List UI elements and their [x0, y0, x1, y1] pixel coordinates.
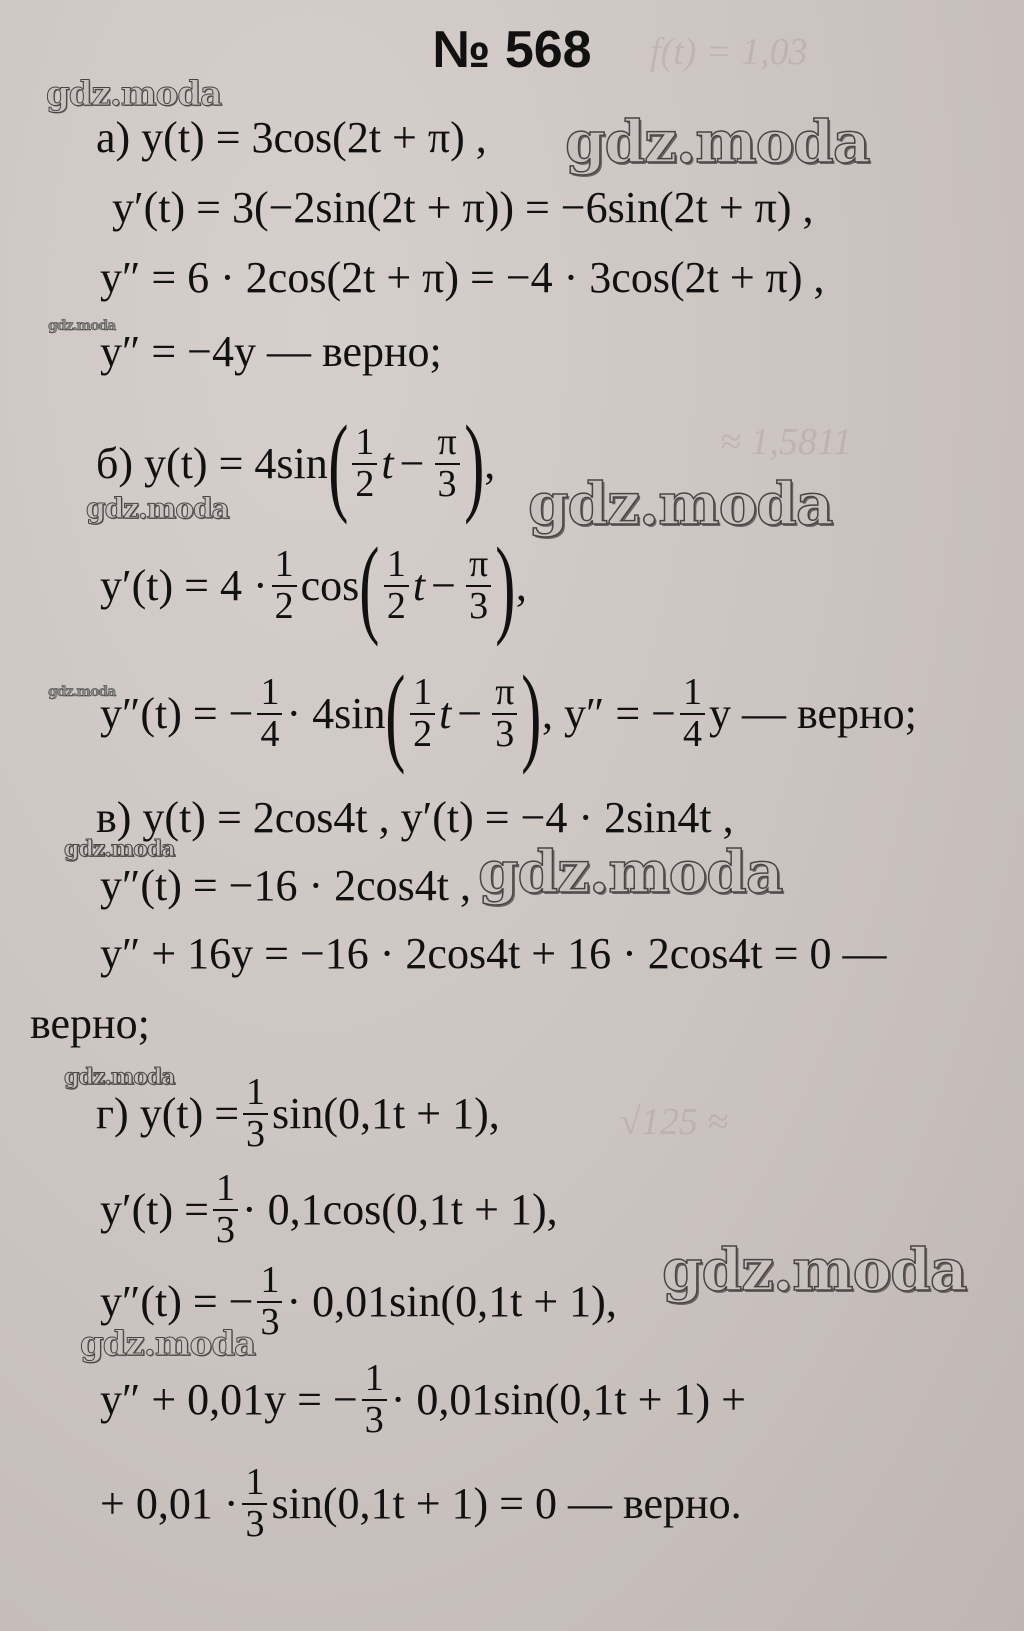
math-line-v1: в) y(t) = 2cos4t , y′(t) = −4 · 2sin4t ,	[96, 793, 734, 842]
watermark: gdz.moda	[80, 1324, 256, 1364]
fraction	[492, 673, 517, 755]
denominator: 3	[362, 1399, 387, 1441]
bleed-through-text: ≈ 1,5811	[720, 421, 853, 463]
minus: −	[431, 561, 456, 610]
fraction	[680, 673, 705, 755]
comma: ,	[484, 439, 496, 488]
math-line-g4	[100, 1352, 746, 1448]
watermark: gdz.moda	[528, 470, 833, 538]
denominator: 2	[384, 585, 409, 627]
problem-number: № 568	[432, 21, 592, 79]
fraction	[410, 673, 435, 755]
paren: (	[385, 653, 406, 775]
math-line-a1: а) y(t) = 3cos(2t + π) ,	[96, 113, 487, 162]
numerator: 1	[386, 543, 406, 586]
numerator: 1	[274, 543, 294, 586]
expr-text: sin(0,1t + 1),	[272, 1089, 500, 1138]
math-line-a3: y″ = 6 · 2cos(2t + π) = −4 · 3cos(2t + π) ,	[100, 253, 825, 302]
denominator: 4	[257, 713, 282, 755]
paren: )	[521, 653, 542, 775]
expr-text: y′(t) =	[100, 1185, 209, 1234]
watermark: gdz.moda	[565, 108, 870, 176]
fraction	[352, 423, 377, 505]
math-line-v3: y″ + 16y = −16 · 2cos4t + 16 · 2cos4t = 0 —	[100, 929, 887, 978]
numerator: π	[437, 421, 457, 464]
math-line-g3	[100, 1254, 617, 1350]
expr-text: y — верно;	[708, 689, 917, 738]
watermark: gdz.moda	[48, 684, 116, 700]
expr-text: б) y(t) = 4sin	[96, 439, 328, 488]
fraction	[242, 1463, 267, 1545]
math-line-a4: y″ = −4y — верно;	[100, 327, 442, 376]
var-t: t	[381, 439, 394, 488]
math-line-a2: y′(t) = 3(−2sin(2t + π)) = −6sin(2t + π) ,	[112, 183, 814, 232]
denominator: 2	[272, 585, 297, 627]
expr-text: y″(t) = −	[100, 1277, 254, 1326]
expr-text: · 0,1cos(0,1t + 1),	[241, 1185, 558, 1234]
bleed-through-text: √125 ≈	[620, 1101, 729, 1143]
denominator: 3	[213, 1209, 238, 1251]
numerator: 1	[355, 421, 375, 464]
denominator: 3	[243, 1113, 268, 1155]
math-line-b1	[96, 403, 496, 525]
numerator: 1	[682, 671, 702, 714]
expr-text: sin(0,1t + 1) = 0 — верно.	[271, 1479, 742, 1528]
math-line-b2	[100, 525, 527, 647]
expr-text: y″ + 0,01y = −	[100, 1375, 358, 1424]
denominator: 3	[466, 585, 491, 627]
expr-text: · 0,01sin(0,1t + 1),	[286, 1277, 617, 1326]
numerator: π	[495, 671, 515, 714]
numerator: 1	[245, 1461, 265, 1504]
numerator: 1	[413, 671, 433, 714]
denominator: 3	[242, 1503, 267, 1545]
fraction	[257, 1261, 282, 1343]
numerator: π	[468, 543, 489, 586]
minus: −	[399, 439, 425, 488]
numerator: 1	[246, 1071, 266, 1114]
expr-text: · 0,01sin(0,1t + 1) +	[390, 1375, 746, 1424]
fraction	[384, 545, 409, 627]
math-line-v2: y″(t) = −16 · 2cos4t ,	[100, 861, 472, 910]
fraction	[257, 673, 282, 755]
var-t: t	[412, 561, 426, 610]
minus: −	[457, 689, 483, 738]
paren: )	[495, 525, 516, 647]
denominator: 2	[410, 713, 435, 755]
expr-text: + 0,01 ·	[100, 1479, 239, 1528]
fraction	[466, 545, 491, 627]
expr-text: y″(t) = −	[100, 689, 254, 738]
numerator: 1	[364, 1357, 384, 1400]
var-t: t	[439, 689, 452, 738]
expr-text: · 4sin	[286, 689, 386, 738]
expr-text: y′(t) = 4 ·	[100, 561, 268, 610]
expr-text: cos	[300, 561, 360, 610]
watermark: gdz.moda	[64, 836, 175, 862]
expr-text: г) y(t) =	[96, 1089, 240, 1138]
paren: (	[359, 525, 380, 647]
watermark: gdz.moda	[86, 492, 229, 525]
watermark: gdz.moda	[478, 838, 783, 906]
expr-text: , y″ = −	[542, 689, 676, 738]
math-line-v4: верно;	[30, 999, 150, 1048]
denominator: 3	[435, 463, 460, 505]
fraction	[434, 423, 459, 505]
bleed-through-text: f(t) = 1,03	[650, 31, 808, 73]
math-line-b3	[100, 653, 917, 775]
math-line-g2	[100, 1162, 558, 1258]
watermark: gdz.moda	[48, 318, 116, 334]
denominator: 4	[680, 713, 705, 755]
watermark: gdz.moda	[64, 1064, 175, 1090]
comma: ,	[515, 561, 527, 610]
numerator: 1	[215, 1167, 235, 1210]
denominator: 3	[492, 713, 517, 755]
math-line-g1	[96, 1066, 500, 1162]
fraction	[213, 1169, 238, 1251]
numerator: 1	[260, 671, 280, 714]
paren: )	[463, 403, 485, 525]
fraction	[272, 545, 297, 627]
watermark: gdz.moda	[46, 74, 222, 114]
denominator: 2	[352, 463, 377, 505]
fraction	[243, 1073, 268, 1155]
fraction	[362, 1359, 387, 1441]
paren: (	[327, 403, 349, 525]
numerator: 1	[260, 1259, 280, 1302]
denominator: 3	[257, 1301, 282, 1343]
math-line-g5	[100, 1456, 742, 1552]
watermark: gdz.moda	[662, 1236, 967, 1304]
